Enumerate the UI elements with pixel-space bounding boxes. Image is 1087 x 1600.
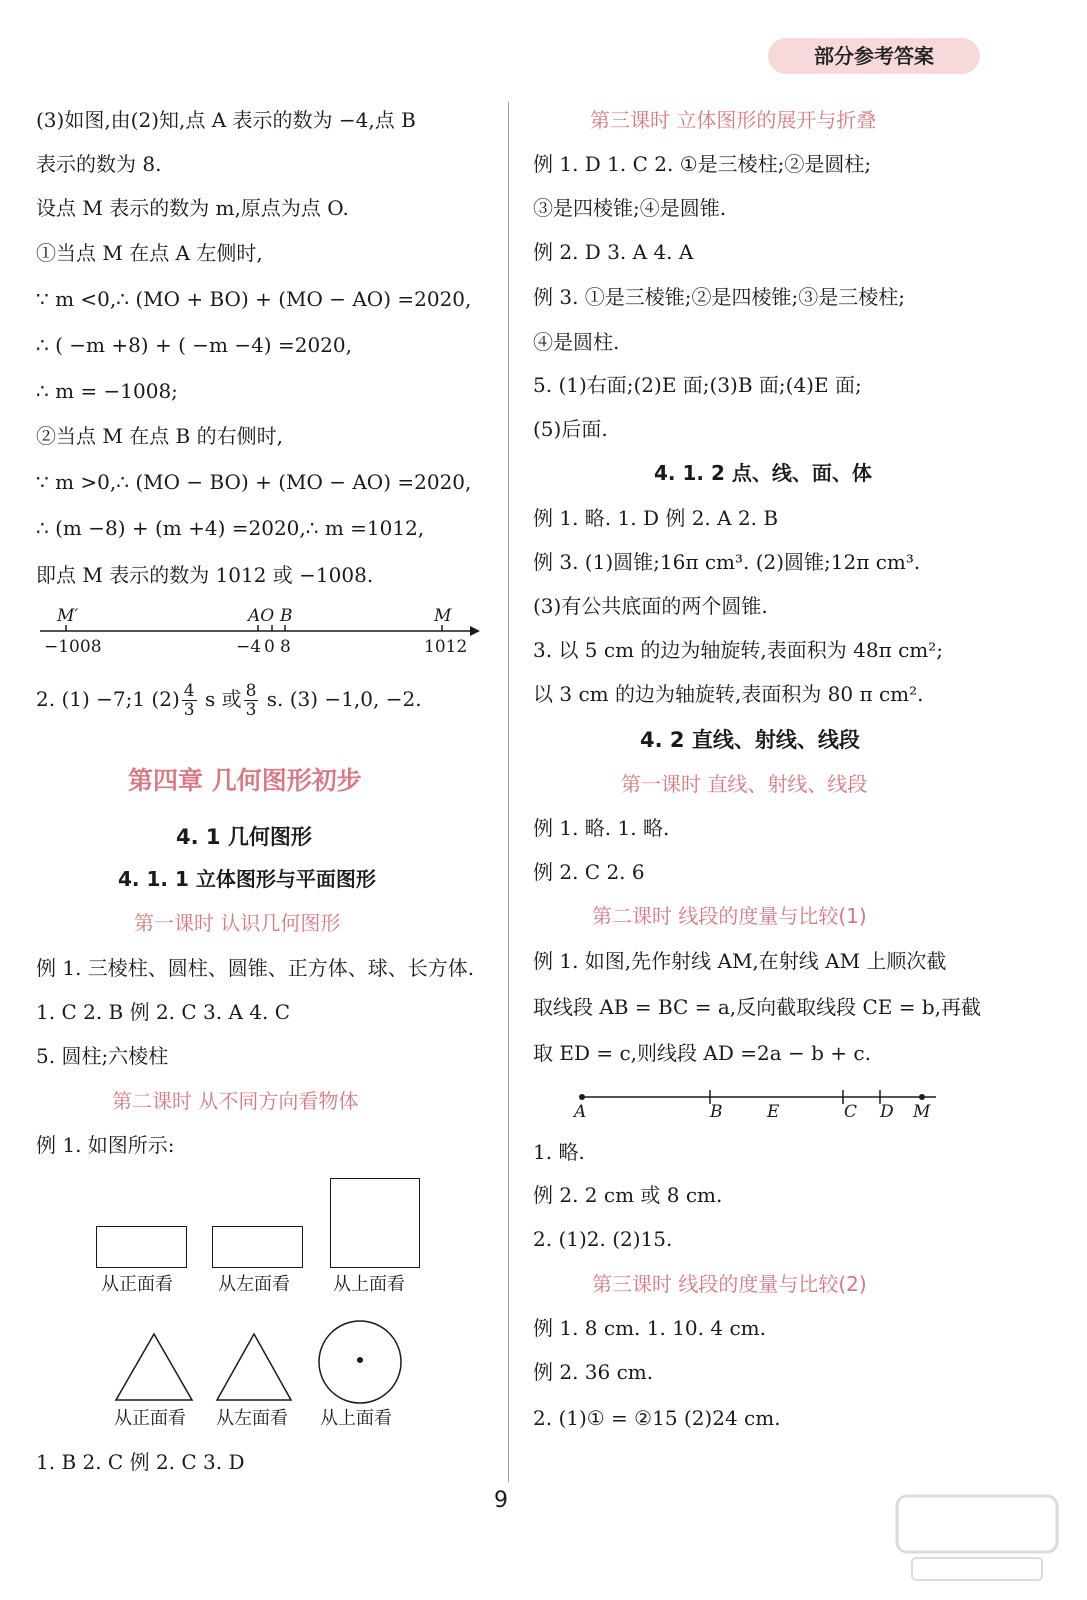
text-line: 5. 圆柱;六棱柱 (36, 1044, 169, 1068)
column-divider (508, 102, 509, 1482)
text-fragment: s. (3) −1,0, −2. (260, 687, 422, 711)
circle-top-view (316, 1318, 404, 1406)
point-label-a: A (574, 1102, 587, 1122)
text-line: ∴ m = −1008; (36, 379, 178, 403)
section-heading: 4. 2 直线、射线、线段 (640, 728, 860, 752)
text-fragment: s 或 (198, 687, 242, 711)
text-line: 表示的数为 8. (36, 152, 162, 176)
text-line: (5)后面. (533, 417, 608, 441)
point-label-c: C (844, 1102, 858, 1122)
text-line: 例 1. 略. 1. D 例 2. A 2. B (533, 506, 779, 530)
fraction-numerator: 8 (245, 681, 257, 701)
watermark-logo-icon (892, 1488, 1062, 1588)
text-line: 例 1. 如图,先作射线 AM,在射线 AM 上顺次截 (533, 949, 947, 973)
text-line: 例 3. (1)圆锥;16π cm³. (2)圆锥;12π cm³. (533, 550, 921, 574)
lesson-heading: 第一课时 认识几何图形 (134, 911, 341, 935)
view-caption: 从正面看 (101, 1274, 173, 1295)
text-line: (3)有公共底面的两个圆锥. (533, 594, 768, 618)
text-line: 设点 M 表示的数为 m,原点为点 O. (36, 196, 349, 220)
text-line: 取 ED = c,则线段 AD =2a − b + c. (533, 1041, 871, 1065)
tick-value: −4 (236, 637, 262, 657)
text-line: 5. (1)右面;(2)E 面;(3)B 面;(4)E 面; (533, 373, 862, 397)
lesson-heading: 第三课时 立体图形的展开与折叠 (590, 108, 877, 132)
text-line: 2. (1)① = ②15 (2)24 cm. (533, 1406, 781, 1430)
point-label-ao: AO (248, 606, 275, 626)
text-line: ④是圆柱. (533, 330, 620, 354)
text-line: ③是四棱锥;④是圆锥. (533, 196, 727, 220)
text-line: 取线段 AB = BC = a,反向截取线段 CE = b,再截 (533, 995, 981, 1019)
lesson-heading: 第二课时 从不同方向看物体 (112, 1089, 359, 1113)
point-label-m: M (913, 1102, 931, 1122)
point-label-b: B (710, 1102, 723, 1122)
text-line: 例 2. D 3. A 4. A (533, 240, 694, 264)
text-line: 2. (1)2. (2)15. (533, 1227, 673, 1251)
tick-value: 8 (280, 637, 291, 657)
text-line: 例 1. 8 cm. 1. 10. 4 cm. (533, 1316, 766, 1340)
rectangle-left-view (212, 1226, 303, 1268)
point-label-m-prime: M′ (57, 606, 79, 626)
point-label-e: E (767, 1102, 780, 1122)
view-caption: 从正面看 (114, 1408, 186, 1429)
fraction-numerator: 4 (183, 681, 195, 701)
text-line: 1. B 2. C 例 2. C 3. D (36, 1450, 245, 1474)
chapter-title: 第四章 几何图形初步 (128, 766, 362, 795)
text-line: 例 2. C 2. 6 (533, 860, 645, 884)
triangle-front-view (112, 1332, 196, 1402)
fraction-denominator: 3 (183, 700, 195, 720)
text-line: 1. 略. (533, 1140, 585, 1164)
lesson-heading: 第二课时 线段的度量与比较(1) (592, 904, 867, 928)
view-caption: 从左面看 (218, 1274, 290, 1295)
point-label-b: B (280, 606, 293, 626)
text-line: 以 3 cm 的边为轴旋转,表面积为 80 π cm². (533, 682, 924, 706)
tick-value: 0 (264, 637, 275, 657)
text-line: ∵ m >0,∴ (MO − BO) + (MO − AO) =2020, (36, 470, 472, 494)
tick-value: −1008 (44, 637, 102, 657)
subsection-heading: 4. 1. 1 立体图形与平面图形 (118, 867, 376, 891)
square-top-view (330, 1178, 420, 1268)
fraction-denominator: 3 (245, 700, 257, 720)
subsection-heading: 4. 1. 2 点、线、面、体 (654, 461, 872, 485)
text-line: 例 2. 2 cm 或 8 cm. (533, 1183, 723, 1207)
view-caption: 从上面看 (320, 1408, 392, 1429)
lesson-heading: 第三课时 线段的度量与比较(2) (592, 1272, 867, 1296)
text-line: ∴ ( −m +8) + ( −m −4) =2020, (36, 333, 352, 357)
text-line: 例 1. D 1. C 2. ①是三棱柱;②是圆柱; (533, 152, 872, 176)
point-label-d: D (880, 1102, 894, 1122)
text-line: ∵ m <0,∴ (MO + BO) + (MO − AO) =2020, (36, 287, 472, 311)
text-line: (3)如图,由(2)知,点 A 表示的数为 −4,点 B (36, 108, 416, 132)
text-line: 例 1. 三棱柱、圆柱、圆锥、正方体、球、长方体. (36, 956, 475, 980)
text-line: 例 2. 36 cm. (533, 1360, 654, 1384)
triangle-left-view (214, 1332, 294, 1402)
text-line: ∴ (m −8) + (m +4) =2020,∴ m =1012, (36, 516, 425, 540)
header-badge: 部分参考答案 (768, 38, 980, 74)
text-line: 例 3. ①是三棱锥;②是四棱锥;③是三棱柱; (533, 285, 906, 309)
text-line: 1. C 2. B 例 2. C 3. A 4. C (36, 1000, 291, 1024)
text-fragment: 2. (1) −7;1 (2) (36, 687, 180, 711)
fraction (182, 682, 197, 719)
text-line (36, 682, 422, 719)
text-line: 例 1. 如图所示: (36, 1133, 175, 1157)
view-caption: 从左面看 (216, 1408, 288, 1429)
tick-value: 1012 (424, 637, 468, 657)
text-line: 3. 以 5 cm 的边为轴旋转,表面积为 48π cm²; (533, 638, 943, 662)
text-line: ②当点 M 在点 B 的右侧时, (36, 424, 283, 448)
text-line: 即点 M 表示的数为 1012 或 −1008. (36, 563, 374, 587)
point-label-m: M (434, 606, 452, 626)
text-line: ①当点 M 在点 A 左侧时, (36, 241, 263, 265)
view-caption: 从上面看 (333, 1274, 405, 1295)
text-line: 例 1. 略. 1. 略. (533, 816, 670, 840)
fraction (244, 682, 259, 719)
section-heading: 4. 1 几何图形 (176, 825, 312, 849)
lesson-heading: 第一课时 直线、射线、线段 (621, 772, 868, 796)
rectangle-front-view (96, 1226, 187, 1268)
page-number: 9 (494, 1488, 508, 1513)
